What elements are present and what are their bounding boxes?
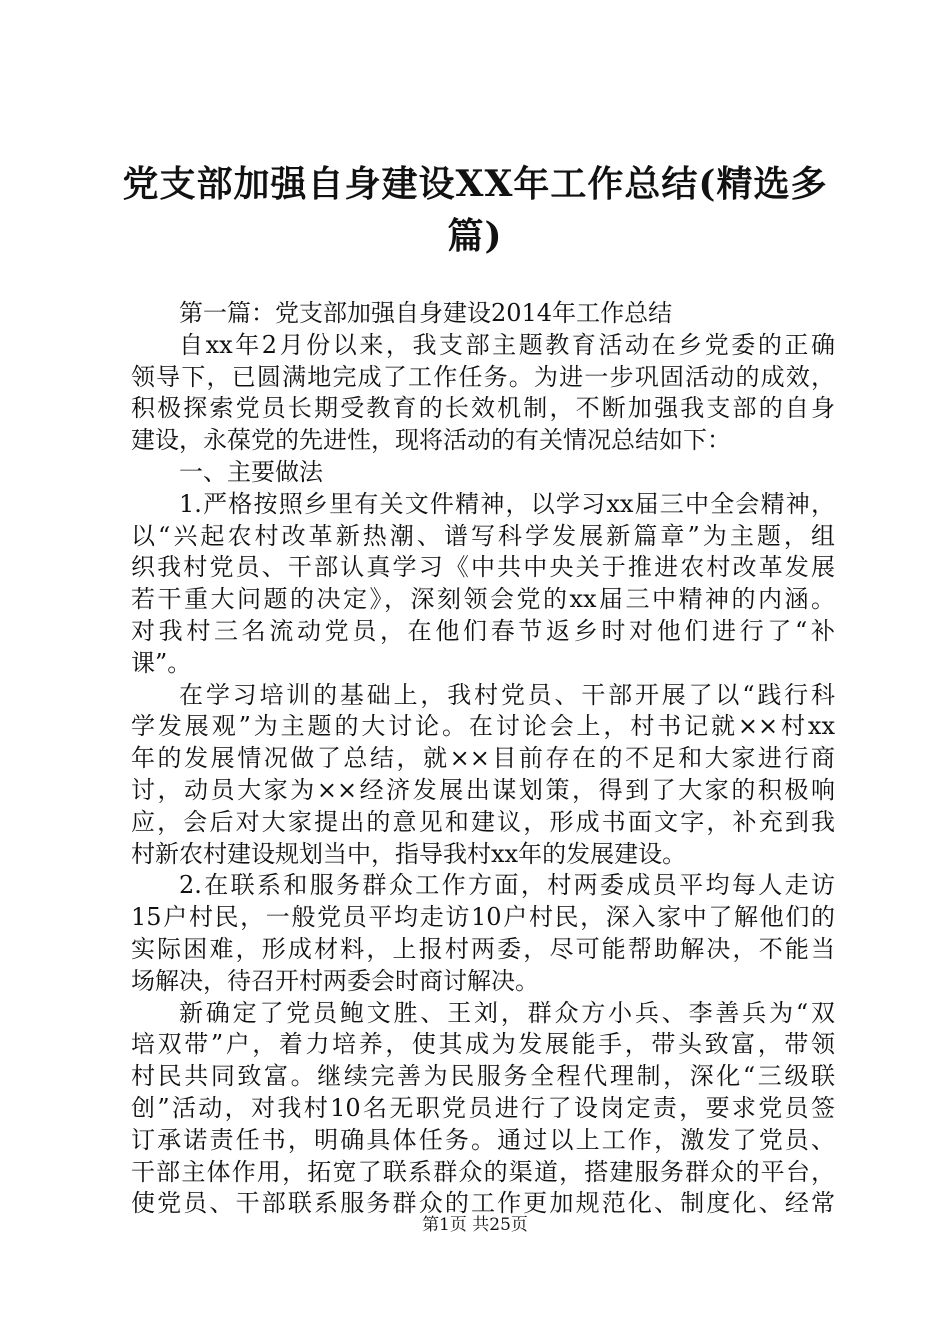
body-line: 一、主要做法 bbox=[179, 457, 323, 486]
title-line-2: 篇) bbox=[447, 215, 503, 257]
body-line: 订承诺责任书，明确具体任务。通过以上工作，激发了党员、 bbox=[131, 1125, 835, 1154]
body-line: 以“兴起农村改革新热潮、谱写科学发展新篇章”为主题，组 bbox=[131, 521, 835, 550]
body-line: 年的发展情况做了总结，就××目前存在的不足和大家进行商 bbox=[131, 744, 835, 773]
body-line: 讨，动员大家为××经济发展出谋划策，得到了大家的积极响 bbox=[131, 775, 835, 804]
body-line: 对我村三名流动党员，在他们春节返乡时对他们进行了“补 bbox=[131, 616, 835, 645]
body-line: 干部主体作用，拓宽了联系群众的渠道，搭建服务群众的平台， bbox=[131, 1157, 835, 1186]
body-line: 若干重大问题的决定》，深刻领会党的xx届三中精神的内涵。 bbox=[131, 585, 835, 614]
page-footer: 第1页 共25页 bbox=[422, 1215, 528, 1235]
body-line: 自xx年2月份以来，我支部主题教育活动在乡党委的正确 bbox=[179, 330, 835, 359]
body-line: 第一篇：党支部加强自身建设2014年工作总结 bbox=[179, 299, 673, 327]
body-line: 15户村民，一般党员平均走访10户村民，深入家中了解他们的 bbox=[131, 903, 835, 932]
body-line: 织我村党员、干部认真学习《中共中央关于推进农村改革发展 bbox=[131, 553, 835, 582]
body-line: 1.严格按照乡里有关文件精神，以学习xx届三中全会精神， bbox=[179, 489, 835, 518]
title-line-1: 党支部加强自身建设XX年工作总结(精选多 bbox=[122, 163, 828, 205]
body-line: 实际困难，形成材料，上报村两委，尽可能帮助解决，不能当 bbox=[131, 934, 835, 963]
body-line: 场解决，待召开村两委会时商讨解决。 bbox=[131, 966, 539, 995]
document-body bbox=[131, 298, 835, 1220]
body-line: 村新农村建设规划当中，指导我村xx年的发展建设。 bbox=[131, 839, 687, 868]
body-line: 使党员、干部联系服务群众的工作更加规范化、制度化、经常 bbox=[131, 1189, 835, 1218]
body-line: 应，会后对大家提出的意见和建议，形成书面文字，补充到我 bbox=[131, 807, 835, 836]
body-line: 培双带”户，着力培养，使其成为发展能手，带头致富，带领 bbox=[131, 1030, 835, 1059]
body-line: 课”。 bbox=[131, 648, 192, 677]
body-line: 2.在联系和服务群众工作方面，村两委成员平均每人走访 bbox=[179, 871, 835, 900]
body-line: 领导下，已圆满地完成了工作任务。为进一步巩固活动的成效， bbox=[131, 362, 835, 391]
body-line: 学发展观”为主题的大讨论。在讨论会上，村书记就××村xx bbox=[131, 712, 835, 741]
body-line: 在学习培训的基础上，我村党员、干部开展了以“践行科 bbox=[179, 680, 835, 709]
body-line: 创”活动，对我村10名无职党员进行了设岗定责，要求党员签 bbox=[131, 1093, 835, 1122]
body-line: 村民共同致富。继续完善为民服务全程代理制，深化“三级联 bbox=[131, 1062, 835, 1091]
body-line: 建设，永葆党的先进性，现将活动的有关情况总结如下： bbox=[131, 426, 731, 455]
document-title bbox=[120, 158, 830, 262]
body-line: 新确定了党员鲍文胜、王刘，群众方小兵、李善兵为“双 bbox=[179, 998, 835, 1027]
body-line: 积极探索党员长期受教育的长效机制，不断加强我支部的自身 bbox=[131, 394, 835, 423]
